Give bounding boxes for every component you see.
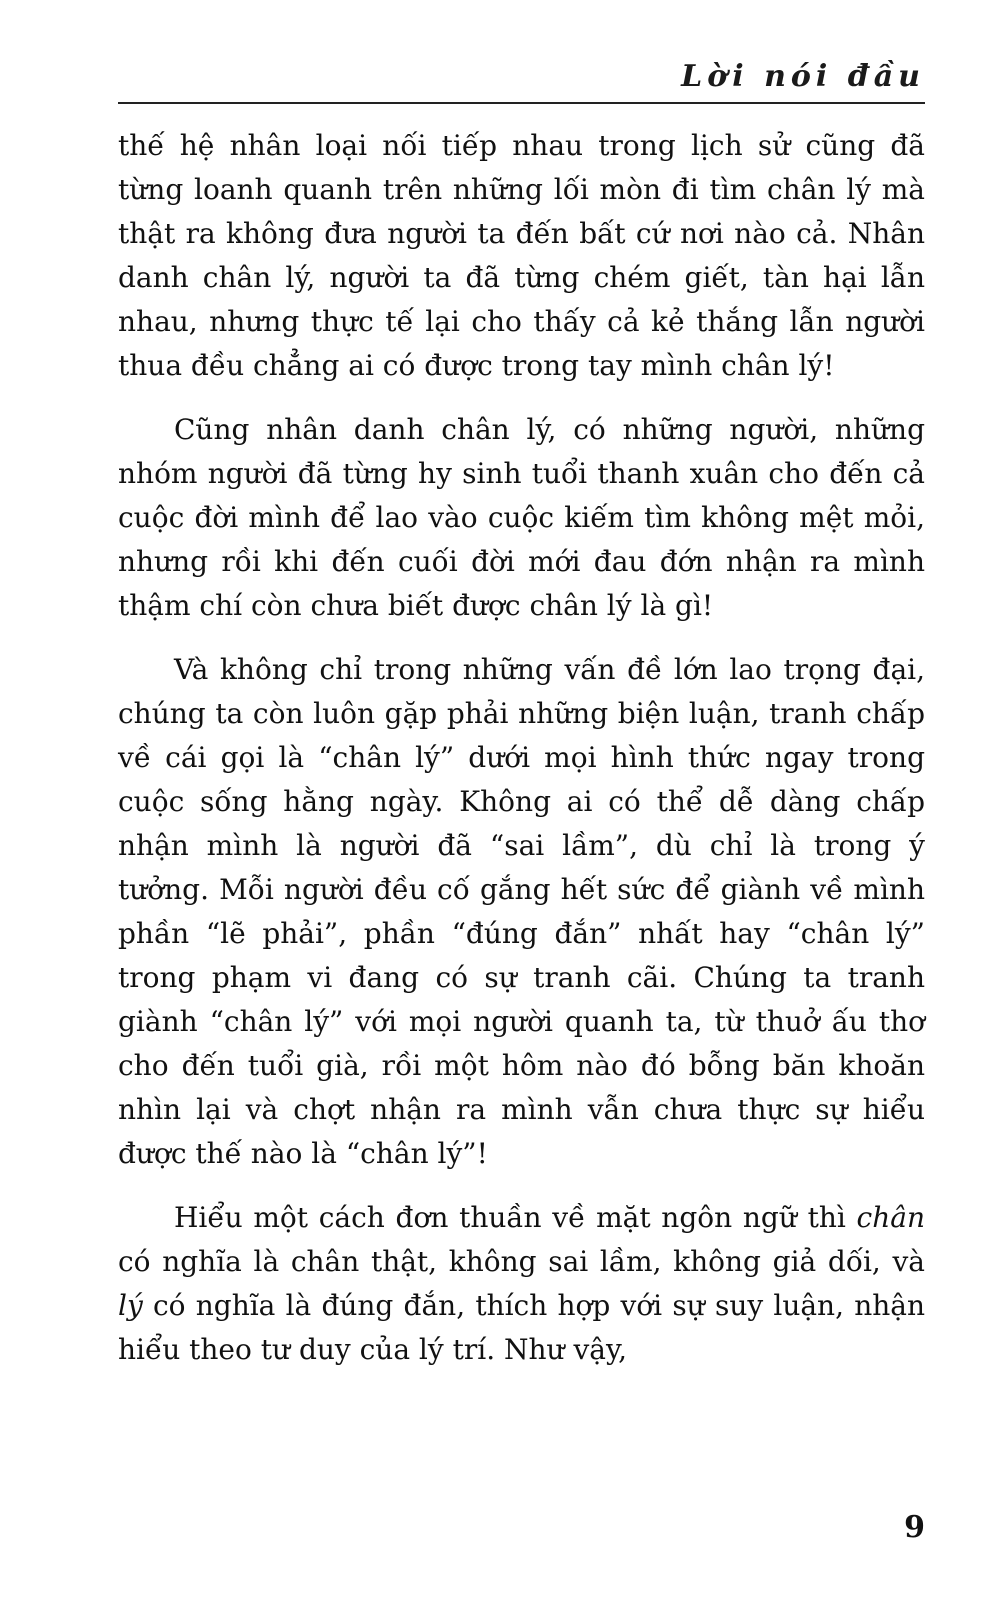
chapter-title: Lời nói đầu: [681, 59, 925, 94]
term-chan: chân: [856, 1201, 925, 1234]
paragraph-3: Và không chỉ trong những vấn đề lớn lao trọng đại, chúng ta còn luôn gặp phải những biện luận, tranh chấp về cái gọi là “chân lý” dưới mọi hình thức ngay trong cuộc sống hằng ngày. Không ai có thể dễ dàng chấp nhận mình là người đã “sai lầm”, dù chỉ là trong ý tưởng. Mỗi người đều cố gắng hết sức để giành về mình phần “lẽ phải”, phần “đúng đắn” nhất hay “chân lý” trong phạm vi đang có sự tranh cãi. Chúng ta tranh giành “chân lý” với mọi người quanh ta, từ thuở ấu thơ cho đến tuổi già, rồi một hôm nào đó bỗng băn khoăn nhìn lại và chợt nhận ra mình vẫn chưa thực sự hiểu được thế nào là “chân lý”!: [118, 653, 925, 1170]
paragraph-2: Cũng nhân danh chân lý, có những người, những nhóm người đã từng hy sinh tuổi thanh xuân cho đến cả cuộc đời mình để lao vào cuộc kiếm tìm không mệt mỏi, nhưng rồi khi đến cuối đời mới đau đớn nhận ra mình thậm chí còn chưa biết được chân lý là gì!: [118, 413, 925, 622]
paragraph-1: thế hệ nhân loại nối tiếp nhau trong lịch sử cũng đã từng loanh quanh trên những lối mòn đi tìm chân lý mà thật ra không đưa người ta đến bất cứ nơi nào cả. Nhân danh chân lý, người ta đã từng chém giết, tàn hại lẫn nhau, nhưng thực tế lại cho thấy cả kẻ thắng lẫn người thua đều chẳng ai có được trong tay mình chân lý!: [118, 129, 925, 382]
body-text: [118, 124, 925, 1372]
term-ly: lý: [118, 1289, 143, 1322]
paragraph-4-tail: có nghĩa là đúng đắn, thích hợp với sự suy luận, nhận hiểu theo tư duy của lý trí. Như vậy,: [118, 1289, 925, 1366]
running-header: [118, 52, 925, 104]
paragraph-4: [118, 1196, 925, 1372]
paragraph-4-lead: Hiểu một cách đơn thuần về mặt ngôn ngữ thì: [174, 1201, 857, 1234]
page-number: 9: [904, 1510, 925, 1545]
paragraph-4-mid: có nghĩa là chân thật, không sai lầm, không giả dối, và: [118, 1245, 925, 1278]
